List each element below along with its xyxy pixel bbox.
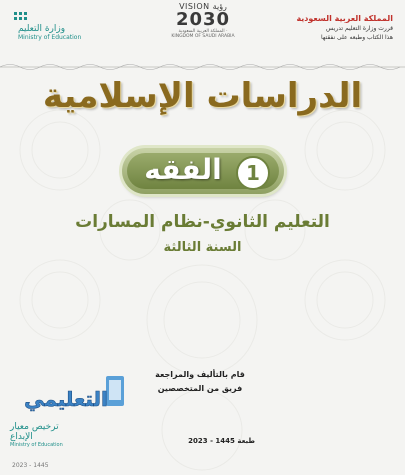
- foundation-logo: [10, 422, 80, 448]
- kingdom-line-1: قررت وزارة التعليم تدريس: [326, 25, 393, 32]
- credit-line-2: فريق من المتخصصين: [157, 384, 243, 393]
- kingdom-line-2: هذا الكتاب وطبعه على نفقتها: [320, 34, 393, 41]
- watermark-logo: [22, 372, 127, 420]
- foundation-name-en: Ministry of Education: [10, 442, 63, 448]
- vision-2030-logo: [168, 2, 238, 39]
- part-number-badge: 1: [236, 156, 270, 190]
- book-title: الدراسات الإسلامية: [42, 76, 363, 116]
- ministry-logo-icon: [12, 8, 42, 24]
- ministry-logo: [12, 8, 102, 41]
- watermark-text: التعليمي: [24, 387, 108, 411]
- kingdom-block: [263, 14, 393, 41]
- vision-label: VISION رؤية: [179, 2, 227, 11]
- education-track: التعليم الثانوي-نظام المسارات: [75, 212, 330, 232]
- school-year: السنة الثالثة: [163, 240, 242, 255]
- ministry-name-en: Ministry of Education: [18, 34, 82, 41]
- vision-number: 2030: [175, 9, 231, 30]
- authors-credit: [140, 368, 260, 396]
- footer-year: 2023 - 1445: [12, 462, 49, 469]
- header-ornament-divider: [0, 62, 405, 72]
- credit-line-1: قام بالتأليف والمراجعة: [155, 370, 245, 379]
- vision-subtitle: المملكة العربية السعودية · KINGDOM OF SAUDI ARABIA: [171, 29, 235, 39]
- kingdom-name: المملكة العربية السعودية: [296, 14, 393, 23]
- foundation-name-ar: ترخيص معيار الإبداع: [10, 422, 59, 442]
- edition-label: طبعة 1445 - 2023: [188, 437, 255, 445]
- ministry-name-ar: وزارة التعليم: [18, 24, 66, 34]
- subject-title: الفقه: [144, 153, 222, 186]
- header: [0, 0, 405, 66]
